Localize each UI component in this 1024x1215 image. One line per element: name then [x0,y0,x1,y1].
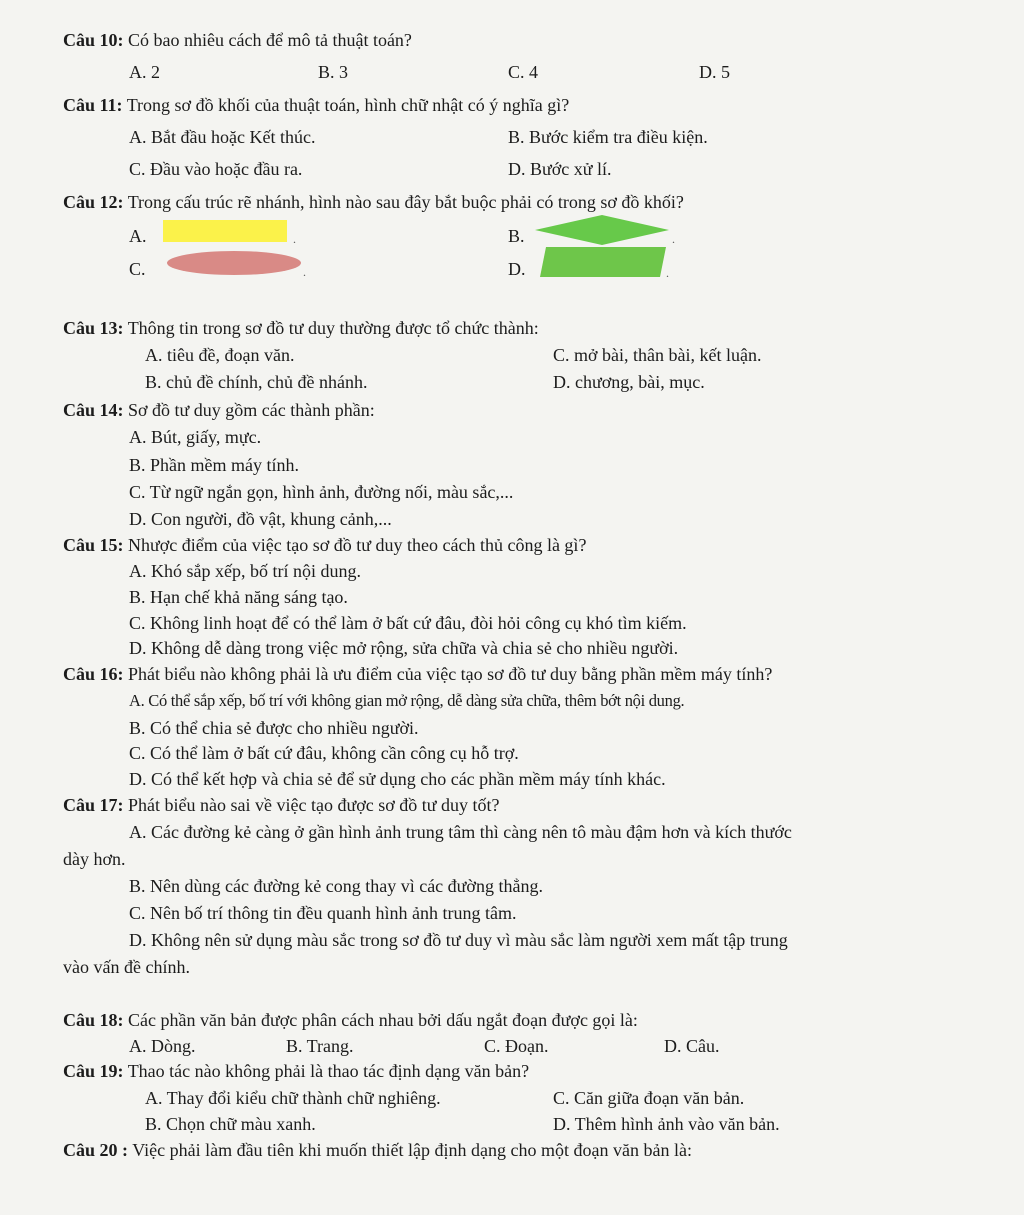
question-number: Câu 14: [63,400,124,420]
option-c: C. Từ ngữ ngắn gọn, hình ảnh, đường nối, màu sắc,... [129,482,514,502]
question-text: Nhược điểm của việc tạo sơ đồ tư duy theo cách thủ công là gì? [123,535,587,555]
option-b: B. chủ đề chính, chủ đề nhánh. [145,372,368,392]
option-c: C. 4 [508,62,539,82]
option-a: A. [129,226,147,246]
question-text: Phát biểu nào không phải là ưu điểm của việc tạo sơ đồ tư duy bằng phần mềm máy tính? [123,664,773,684]
question-text: Sơ đồ tư duy gồm các thành phần: [123,400,375,420]
question-number: Câu 13: [63,318,124,338]
question-number: Câu 17: [63,795,124,815]
option-a-continuation: dày hơn. [63,849,126,869]
option-a: A. Khó sắp xếp, bố trí nội dung. [129,561,361,581]
question-number: Câu 20 : [63,1140,129,1160]
question-20 [63,1138,692,1162]
option-b: B. 3 [318,62,349,82]
option-a: A. Dòng. [129,1036,196,1056]
question-text: Các phần văn bản được phân cách nhau bởi dấu ngắt đoạn được gọi là: [123,1010,638,1030]
option-d: D. 5 [699,62,730,82]
dot-mark: . [666,266,669,280]
question-15 [63,533,586,557]
question-text: Trong sơ đồ khối của thuật toán, hình chữ nhật có ý nghĩa gì? [122,95,570,115]
question-14 [63,398,375,422]
question-11 [63,93,569,117]
question-number: Câu 11: [63,95,123,115]
option-b: B. Nên dùng các đường kẻ cong thay vì các đường thẳng. [129,876,543,896]
question-text: Phát biểu nào sai về việc tạo được sơ đồ tư duy tốt? [123,795,500,815]
rectangle-shape [163,220,287,242]
option-b: B. Chọn chữ màu xanh. [145,1114,316,1134]
question-17 [63,793,500,817]
question-text: Có bao nhiêu cách để mô tả thuật toán? [123,30,412,50]
option-c: C. Đoạn. [484,1036,549,1056]
option-a: A. Các đường kẻ càng ở gần hình ảnh trung tâm thì càng nên tô màu đậm hơn và kích thước [129,822,792,842]
option-c: C. Không linh hoạt để có thể làm ở bất cứ đâu, đòi hỏi công cụ khó tìm kiếm. [129,613,687,633]
option-c: C. [129,259,146,279]
diamond-shape [535,215,669,245]
option-b: B. Bước kiểm tra điều kiện. [508,127,708,147]
option-d-continuation: vào vấn đề chính. [63,957,190,977]
dot-mark: . [672,232,675,246]
question-19 [63,1059,529,1083]
ellipse-shape [167,251,301,275]
question-text: Trong cấu trúc rẽ nhánh, hình nào sau đây bắt buộc phải có trong sơ đồ khối? [123,192,684,212]
option-d: D. Câu. [664,1036,720,1056]
option-c: C. mở bài, thân bài, kết luận. [553,345,762,365]
option-a: A. tiêu đề, đoạn văn. [145,345,295,365]
option-c: C. Có thể làm ở bất cứ đâu, không cần công cụ hỗ trợ. [129,743,519,763]
option-c: C. Căn giữa đoạn văn bản. [553,1088,745,1108]
option-b: B. [508,226,525,246]
option-d: D. Thêm hình ảnh vào văn bản. [553,1114,780,1134]
option-d: D. Con người, đồ vật, khung cảnh,... [129,509,392,529]
question-text: Thông tin trong sơ đồ tư duy thường được tổ chức thành: [123,318,539,338]
question-number: Câu 19: [63,1061,124,1081]
option-d: D. Bước xử lí. [508,159,612,179]
option-a: A. Bút, giấy, mực. [129,427,262,447]
option-a: A. Thay đổi kiểu chữ thành chữ nghiêng. [145,1088,441,1108]
option-d: D. Có thể kết hợp và chia sẻ để sử dụng cho các phần mềm máy tính khác. [129,769,666,789]
question-text: Việc phải làm đầu tiên khi muốn thiết lập định dạng cho một đoạn văn bản là: [128,1140,692,1160]
option-a: A. Bắt đầu hoặc Kết thúc. [129,127,316,147]
option-a: A. 2 [129,62,160,82]
question-number: Câu 16: [63,664,124,684]
question-number: Câu 15: [63,535,124,555]
option-b: B. Phần mềm máy tính. [129,455,299,475]
option-b: B. Trang. [286,1036,354,1056]
option-d: D. Không dễ dàng trong việc mở rộng, sửa chữa và chia sẻ cho nhiều người. [129,638,679,658]
option-b: B. Hạn chế khả năng sáng tạo. [129,587,348,607]
question-10 [63,28,412,52]
dot-mark: . [293,232,296,246]
question-number: Câu 10: [63,30,124,50]
question-text: Thao tác nào không phải là thao tác định dạng văn bản? [123,1061,530,1081]
option-d: D. Không nên sử dụng màu sắc trong sơ đồ tư duy vì màu sắc làm người xem mất tập trung [129,930,788,950]
question-13 [63,316,539,340]
question-number: Câu 12: [63,192,124,212]
option-b: B. Có thể chia sẻ được cho nhiều người. [129,718,419,738]
option-a: A. Có thể sắp xếp, bố trí với không gian mở rộng, dễ dàng sửa chữa, thêm bớt nội dung. [129,691,685,710]
option-d: D. [508,259,526,279]
question-number: Câu 18: [63,1010,124,1030]
question-18 [63,1008,638,1032]
dot-mark: . [303,265,306,279]
question-12 [63,190,684,214]
parallelogram-shape [540,247,666,277]
option-c: C. Đầu vào hoặc đầu ra. [129,159,303,179]
option-c: C. Nên bố trí thông tin đều quanh hình ảnh trung tâm. [129,903,517,923]
option-d: D. chương, bài, mục. [553,372,705,392]
question-16 [63,662,772,686]
